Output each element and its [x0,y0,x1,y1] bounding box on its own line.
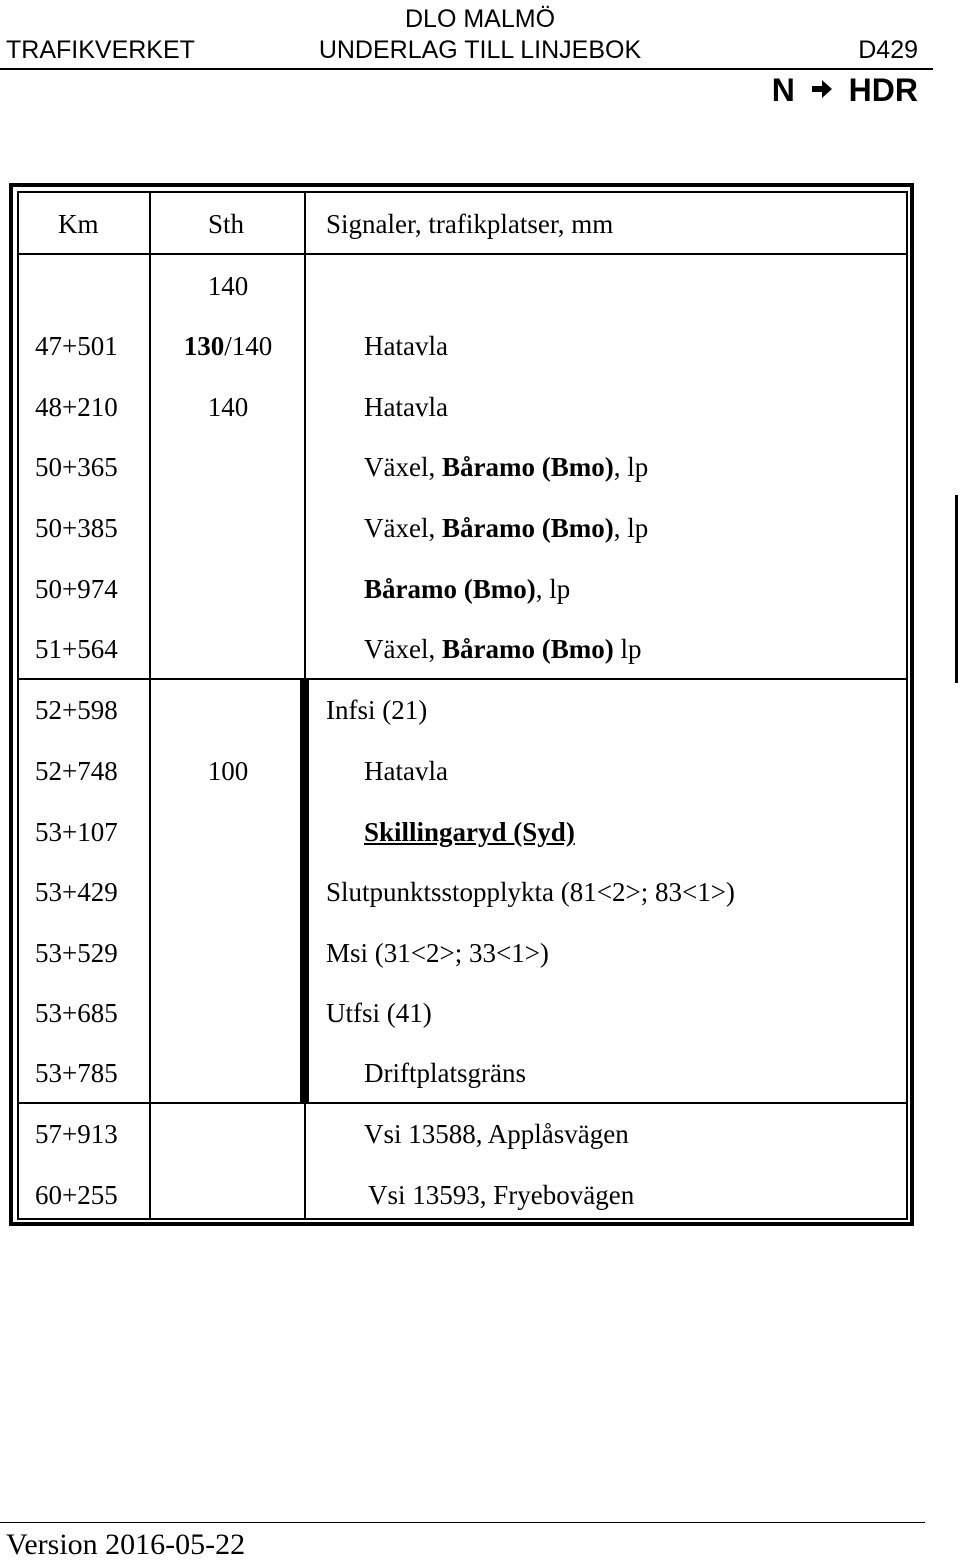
footer-rule [0,1522,925,1523]
km-cell: 53+429 [35,877,118,907]
sth-cell: 140 [207,271,249,301]
km-cell: 52+748 [35,756,118,786]
sth-rest-part: /140 [224,331,273,361]
km-cell: 53+685 [35,998,118,1028]
km-cell: 51+564 [35,634,118,664]
sth-cell: 140 [207,392,249,422]
row-divider-lower [17,1102,908,1104]
signal-suffix: , lp [613,452,649,482]
direction-indicator [772,72,918,109]
signal-suffix: lp [613,634,642,664]
station-name: Båramo (Bmo) [364,574,536,604]
sth-cell [152,331,304,361]
document-code: D429 [858,36,918,64]
km-cell: 53+107 [35,817,118,847]
column-header-signaler: Signaler, trafikplatser, mm [326,209,614,239]
signal-cell: Driftplatsgräns [364,1058,526,1088]
signal-cell: Msi (31<2>; 33<1>) [326,938,549,968]
signal-cell: Infsi (21) [326,695,428,725]
signal-cell: Utfsi (41) [326,998,432,1028]
organization-name: TRAFIKVERKET [6,36,195,64]
document-header [0,0,960,120]
signal-cell [364,574,570,604]
column-divider-km [149,191,151,1220]
signal-suffix: , lp [535,574,571,604]
sth-cell: 100 [207,756,249,786]
version-label: Version 2016-05-22 [6,1528,246,1561]
km-cell: 47+501 [35,331,118,361]
km-cell: 48+210 [35,392,118,422]
sth-bold-part: 130 [183,331,225,361]
station-name: Båramo (Bmo) [441,513,614,543]
direction-from: N [771,72,795,108]
right-arrow-icon [810,72,834,109]
km-cell: 50+365 [35,452,118,482]
signal-suffix: , lp [613,513,649,543]
km-cell: 52+598 [35,695,118,725]
km-cell: 50+974 [35,574,118,604]
signal-text: Växel, [364,634,442,664]
km-cell: 53+785 [35,1058,118,1088]
header-rule [0,68,933,70]
signal-cell: Vsi 13593, Fryebovägen [368,1180,635,1210]
direction-to: HDR [848,72,918,108]
column-header-km: Km [58,209,99,239]
station-name: Skillingaryd (Syd) [364,817,575,847]
station-name: Båramo (Bmo) [441,634,614,664]
signal-text: Växel, [364,513,442,543]
column-header-sth: Sth [208,209,245,239]
signal-text: Växel, [364,452,442,482]
km-cell: 57+913 [35,1119,118,1149]
office-name: DLO MALMÖ [404,5,556,33]
row-divider-upper [17,678,908,680]
change-bar [955,495,958,683]
header-row-divider [17,253,908,255]
km-cell: 50+385 [35,513,118,543]
signal-cell [364,634,641,664]
signal-cell: Slutpunktsstopplykta (81<2>; 83<1>) [326,877,735,907]
signal-cell: Hatavla [364,756,448,786]
station-section-bar [300,678,309,1104]
signal-cell [364,513,648,543]
signal-cell: Hatavla [364,392,448,422]
signal-cell: Vsi 13588, Applåsvägen [364,1119,629,1149]
signal-cell: Hatavla [364,331,448,361]
station-name: Båramo (Bmo) [441,452,614,482]
km-cell: 60+255 [35,1180,118,1210]
signal-cell [364,452,648,482]
km-cell: 53+529 [35,938,118,968]
document-title: UNDERLAG TILL LINJEBOK [318,36,642,64]
